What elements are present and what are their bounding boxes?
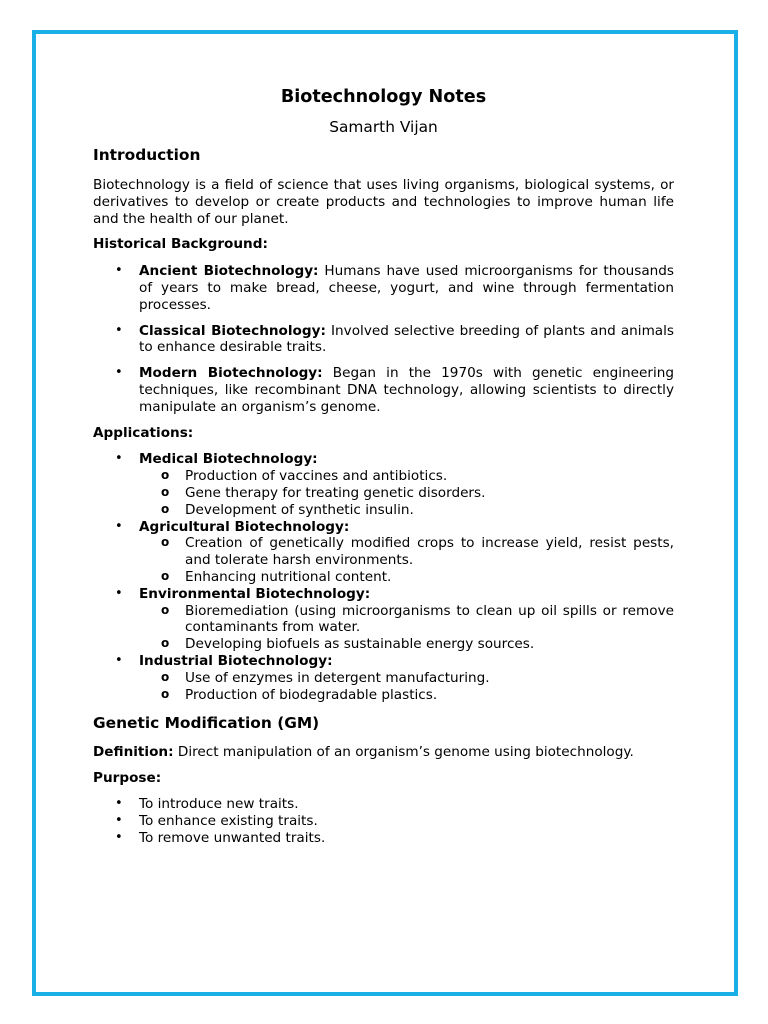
list-item-text: Creation of genetically modified crops to increase yield, resist pests, and tolerate harsh environments.: [185, 535, 674, 569]
document-content: [93, 86, 674, 846]
list-item-text: Developing biofuels as sustainable energy sources.: [185, 636, 535, 653]
list-item: [139, 670, 674, 687]
purpose-heading: Purpose:: [93, 770, 162, 787]
purpose-item: [93, 813, 674, 830]
purpose-text: To introduce new traits.: [139, 795, 299, 812]
purpose-item: [93, 796, 674, 813]
list-item: [139, 502, 674, 519]
bullet-icon: •: [115, 795, 123, 811]
sub-bullet-icon: o: [161, 602, 170, 617]
historical-item-ancient: [93, 263, 674, 313]
list-item-text: Gene therapy for treating genetic disorders.: [185, 484, 486, 501]
list-item-text: Use of enzymes in detergent manufacturing.: [185, 669, 490, 686]
sub-bullet-icon: o: [161, 501, 170, 516]
list-item-text: Development of synthetic insulin.: [185, 501, 414, 518]
historical-term: Classical Biotechnology:: [139, 322, 326, 339]
application-sublist: [139, 535, 674, 585]
sub-bullet-icon: o: [161, 636, 170, 651]
application-sublist: [139, 670, 674, 704]
document-title: Biotechnology Notes: [280, 87, 487, 107]
applications-list: [93, 451, 674, 703]
applications-heading: Applications:: [93, 424, 194, 441]
purpose-item: [93, 830, 674, 847]
application-title: Agricultural Biotechnology:: [139, 518, 350, 535]
definition-text: Direct manipulation of an organism’s genome using biotechnology.: [173, 744, 634, 761]
list-item: [139, 485, 674, 502]
purpose-text: To remove unwanted traits.: [139, 829, 326, 846]
list-item-text: Production of biodegradable plastics.: [185, 686, 438, 703]
bullet-icon: •: [115, 263, 123, 279]
definition-paragraph: [93, 744, 674, 761]
introduction-heading: Introduction: [93, 146, 201, 164]
historical-list: [93, 263, 674, 415]
list-item: [139, 603, 674, 637]
sub-bullet-icon: o: [161, 468, 170, 483]
introduction-paragraph: Biotechnology is a field of science that uses living organisms, biological systems, or derivatives to develop or create products and technologies to improve human life and the health of our planet.: [93, 177, 674, 227]
application-industrial: [93, 653, 674, 703]
sub-bullet-icon: o: [161, 484, 170, 499]
definition-label: Definition:: [93, 744, 174, 761]
sub-bullet-icon: o: [161, 686, 170, 701]
list-item-text: Enhancing nutritional content.: [185, 568, 392, 585]
application-sublist: [139, 468, 674, 518]
bullet-icon: •: [115, 322, 123, 338]
list-item: [139, 535, 674, 569]
list-item: [139, 636, 674, 653]
application-title: Industrial Biotechnology:: [139, 652, 333, 669]
historical-item-modern: [93, 365, 674, 415]
list-item: [139, 468, 674, 485]
list-item-text: Bioremediation (using microorganisms to clean up oil spills or remove contaminants from water.: [185, 602, 674, 636]
bullet-icon: •: [115, 829, 123, 845]
historical-text: Humans have used microorganisms for thousands of years to make bread, cheese, yogurt, and wine through fermentation processes.: [139, 263, 674, 313]
application-environmental: [93, 586, 674, 653]
application-medical: [93, 451, 674, 518]
application-title: Medical Biotechnology:: [139, 451, 318, 468]
application-agricultural: [93, 519, 674, 586]
genetic-modification-heading: Genetic Modification (GM): [93, 714, 320, 733]
sub-bullet-icon: o: [161, 568, 170, 583]
list-item-text: Production of vaccines and antibiotics.: [185, 468, 448, 485]
bullet-icon: •: [115, 451, 123, 467]
list-item: [139, 687, 674, 704]
historical-text: Involved selective breeding of plants and animals to enhance desirable traits.: [139, 322, 675, 356]
bullet-icon: •: [115, 652, 123, 668]
historical-text: Began in the 1970s with genetic engineering techniques, like recombinant DNA technology, allowing scientists to directly manipulate an organism’s genome.: [139, 365, 674, 415]
bullet-icon: •: [115, 365, 123, 381]
historical-term: Modern Biotechnology:: [139, 365, 323, 382]
application-title: Environmental Biotechnology:: [139, 585, 371, 602]
bullet-icon: •: [115, 518, 123, 534]
sub-bullet-icon: o: [161, 535, 170, 550]
bullet-icon: •: [115, 812, 123, 828]
document-author: Samarth Vijan: [329, 118, 438, 136]
historical-background-heading: Historical Background:: [93, 236, 268, 253]
purpose-list: [93, 796, 674, 846]
historical-term: Ancient Biotechnology:: [139, 263, 319, 280]
sub-bullet-icon: o: [161, 669, 170, 684]
purpose-text: To enhance existing traits.: [139, 812, 318, 829]
historical-item-classical: [93, 323, 674, 357]
bullet-icon: •: [115, 585, 123, 601]
application-sublist: [139, 603, 674, 653]
list-item: [139, 569, 674, 586]
